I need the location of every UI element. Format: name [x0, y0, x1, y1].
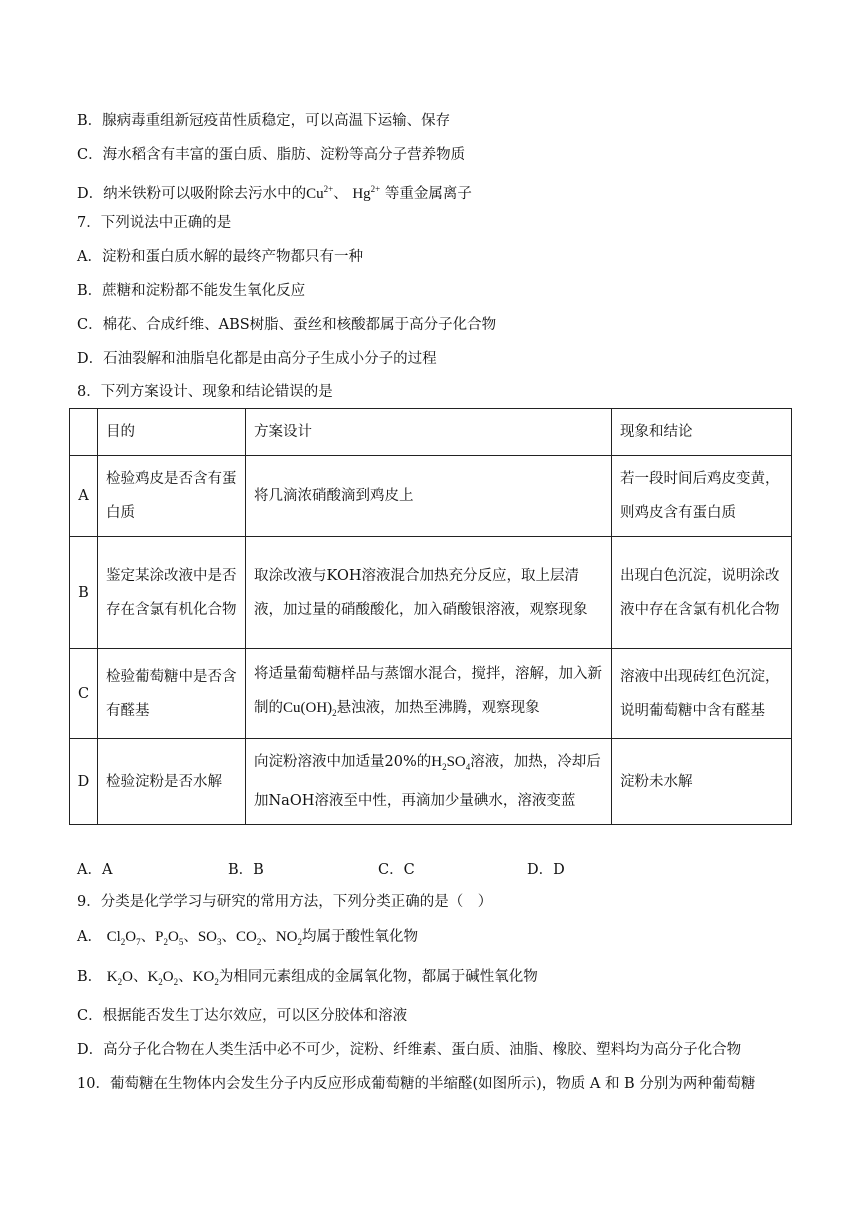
q9-option-c: C．根据能否发生丁达尔效应，可以区分胶体和溶液 [77, 1008, 408, 1024]
purpose-cell: 检验淀粉是否水解 [98, 739, 246, 825]
q7-option-d: D．石油裂解和油脂皂化都是由高分子生成小分子的过程 [77, 351, 437, 367]
q6d-text: D．纳米铁粉可以吸附除去污水中的 [77, 186, 307, 202]
table-row [70, 537, 792, 649]
row-key: B [70, 537, 98, 649]
cu-ion: $Cu^{2+}$ [306, 184, 334, 202]
table-row [70, 456, 792, 537]
table-header-cell [70, 409, 98, 456]
oxide-ko2: $KO_2$ [192, 969, 219, 987]
result-cell: 若一段时间后鸡皮变黄，则鸡皮含有蛋白质 [612, 456, 792, 537]
q7-option-b: B．蔗糖和淀粉都不能发生氧化反应 [77, 283, 306, 299]
result-cell: 出现白色沉淀，说明涂改液中存在含氯有机化合物 [612, 537, 792, 649]
q6-option-c: C．海水稻含有丰富的蛋白质、脂肪、淀粉等高分子营养物质 [77, 147, 466, 163]
table-header-cell: 方案设计 [246, 409, 612, 456]
experiment-table [69, 408, 792, 825]
question-10: 10．葡萄糖在生物体内会发生分子内反应形成葡萄糖的半缩醛(如图所示)，物质 A 和 B 分别为两种葡萄糖 [77, 1076, 756, 1092]
q9-option-a: A． $Cl_2O_7$、$P_2O_5$、$SO_3$、$CO_2$、$NO_2$均属于酸性氧化物 [77, 929, 419, 947]
purpose-cell: 检验鸡皮是否含有蛋白质 [98, 456, 246, 537]
q7-option-c: C．棉花、合成纤维、ABS树脂、蚕丝和核酸都属于高分子化合物 [77, 317, 497, 333]
oxide-no2: $NO_2$ [275, 929, 303, 947]
oxide-co2: $CO_2$ [236, 929, 262, 947]
result-cell: 溶液中出现砖红色沉淀，说明葡萄糖中含有醛基 [612, 649, 792, 739]
result-cell: 淀粉未水解 [612, 739, 792, 825]
table-header-cell: 目的 [98, 409, 246, 456]
table-row [70, 739, 792, 825]
design-cell: 将适量葡萄糖样品与蒸馏水混合，搅拌，溶解，加入新制的$Cu(OH)_2$悬浊液，加热至沸腾，观察现象 [246, 649, 612, 739]
q9-option-b: B． $K_2O$、$K_2O_2$、$KO_2$为相同元素组成的金属氧化物，都属于碱性氧化物 [77, 969, 538, 987]
question-9: 9．分类是化学学习与研究的常用方法，下列分类正确的是（ ） [77, 894, 493, 910]
q6-option-b: B．腺病毒重组新冠疫苗性质稳定，可以高温下运输、保存 [77, 113, 451, 129]
design-cell: 将几滴浓硝酸滴到鸡皮上 [246, 456, 612, 537]
h2so4-formula: $H_2SO_4$ [431, 754, 471, 772]
q8-option-c: C．C [378, 862, 415, 878]
design-cell: 向淀粉溶液中加适量20%的$H_2SO_4$溶液，加热，冷却后加NaOH溶液至中性，再滴加少量碘水，溶液变蓝 [246, 739, 612, 825]
row-key: C [70, 649, 98, 739]
table-row [70, 649, 792, 739]
q6-option-d: D．纳米铁粉可以吸附除去污水中的$Cu^{2+}$、 $Hg^{2+}$ 等重金属离子 [77, 184, 472, 202]
question-8: 8．下列方案设计、现象和结论错误的是 [77, 384, 333, 400]
oxide-k2o2: $K_2O_2$ [147, 969, 179, 987]
oxide-cl2o7: $Cl_2O_7$ [106, 929, 141, 947]
q8-option-a: A．A [77, 862, 113, 878]
hg-ion: $Hg^{2+}$ [352, 184, 381, 202]
cuoh2-formula: $Cu(OH)_2$ [283, 700, 337, 718]
q9-option-d: D．高分子化合物在人类生活中必不可少，淀粉、纤维素、蛋白质、油脂、橡胶、塑料均为高分子化合物 [77, 1042, 742, 1058]
table-header-row [70, 409, 792, 456]
purpose-cell: 鉴定某涂改液中是否存在含氯有机化合物 [98, 537, 246, 649]
question-7: 7．下列说法中正确的是 [77, 215, 232, 231]
row-key: A [70, 456, 98, 537]
table-header-cell: 现象和结论 [612, 409, 792, 456]
purpose-cell: 检验葡萄糖中是否含有醛基 [98, 649, 246, 739]
oxide-k2o: $K_2O$ [106, 969, 133, 987]
oxide-p2o5: $P_2O_5$ [155, 929, 184, 947]
design-cell: 取涂改液与KOH溶液混合加热充分反应，取上层清液，加过量的硝酸酸化，加入硝酸银溶液，观察现象 [246, 537, 612, 649]
q8-option-d: D．D [527, 862, 565, 878]
row-key: D [70, 739, 98, 825]
q7-option-a: A．淀粉和蛋白质水解的最终产物都只有一种 [77, 249, 363, 265]
q8-option-b: B．B [228, 862, 264, 878]
oxide-so3: $SO_3$ [197, 929, 222, 947]
